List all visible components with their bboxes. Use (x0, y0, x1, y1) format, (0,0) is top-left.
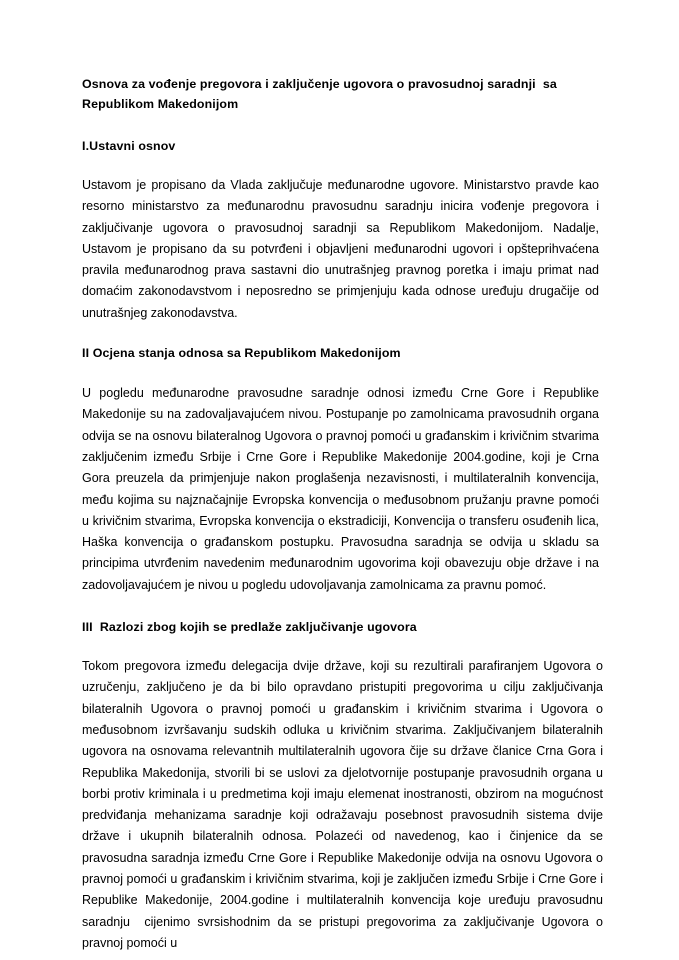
spacer-after-heading-2 (82, 363, 599, 383)
section-paragraph-3: Tokom pregovora između delegacija dvije države, koji su rezultirali parafiranjem Ugovora o uzručenju, zaključeno je da bi bilo opravdano pristupiti pregovorima u cilju zaključivanja bilateralnih Ugovora o pravnoj pomoći u građanskim i krivičnim stvarima i Ugovora o međusobnom izvršavanju sudskih odluka u krivičnim stvarima. Zaključivanjem bilateralnih ugovora na osnovama relevantnih multilateralnih ugovora čije su države članice Crna Gora i Republika Makedonija, stvorili bi se uslovi za djelotvornije postupanje pravosudnih organa u borbi protiv kriminala i u predmetima koji imaju elemenat inostranosti, obzirom na mogućnost predviđanja mehanizama saradnje koji odražavaju posebnost pravosudnih sistema dvije države i ukupnih bilateralnih odnosa. Polazeći od navedenog, kao i činjenice da se pravosudna saradnja između Crne Gore i Republike Makedonije odvija na osnovu Ugovora o pravnoj pomoći u građanskim i krivičnim stvarima, koji je zaključen između Srbije i Crne Gore i Republike Makedonije, 2004.godine i multilateralnih konvencija koje uređuju pravosudnu saradnju cijenimo svrsishodnim da se pristupi pregovorima za zaključivanje Ugovora o pravnoj pomoći u (82, 659, 607, 950)
spacer-after-title (82, 114, 599, 136)
document-body (82, 74, 607, 954)
document-title: Osnova za vođenje pregovora i zaključenje ugovora o pravosudnoj saradnji sa Republikom Makedonijom (82, 77, 561, 111)
section-heading-3: III Razlozi zbog kojih se predlaže zaključivanje ugovora (82, 620, 417, 635)
section-paragraph-2: U pogledu međunarodne pravosudne saradnje odnosi između Crne Gore i Republike Makedonije su na zadovaljavajućem nivou. Postupanje po zamolnicama pravosudnih organa odvija se na osnovu bilateralnog Ugovora o pravnoj pomoći u građanskim i krivičnim stvarima zaključenim između Srbije i Crne Gore i Republike Makedonije 2004.godine, koji je Crna Gora preuzela da primjenjuje nakon proglašenja nezavisnosti, i multilateralnih konvencija, među kojima su najznačajnije Evropska konvencija o međusobnom pružanju pravne pomoći u krivičnim stvarima, Evropska konvencija o ekstradiciji, Konvencija o transferu osuđenih lica, Haška konvencija o građanskom postupku. Pravosudna saradnja se odvija u skladu sa principima utvrđenim navedenim međunarodnim ugovorima koji obavezuju obje države i na zadovoljavajućem je nivou u pogledu udovoljavanja zamolnicama za pravnu pomoć. (82, 386, 603, 592)
spacer-after-heading-1 (82, 156, 599, 175)
spacer-after-paragraph-2 (82, 596, 599, 617)
section-heading-1: I.Ustavni osnov (82, 139, 176, 153)
spacer-after-heading-3 (82, 637, 599, 656)
section-heading-2: II Ocjena stanja odnosa sa Republikom Makedonijom (82, 346, 401, 361)
section-paragraph-1: Ustavom je propisano da Vlada zaključuje međunarodne ugovore. Ministarstvo pravde kao resorno ministarstvo za međunarodnu pravosudnu saradnju inicira vođenje pregovora i zaključivanje ugovora o pravosudnoj saradnji sa Republikom Makedonijom. Nadalje, Ustavom je propisano da su potvrđeni i objavljeni međunarodni ugovori i opšteprihvaćena pravila međunarodnog prava sastavni dio unutrašnjeg pravnog poretka i imaju primat nad domaćim zakonodavstvom i neposredno se primjenjuju kada odnose uređuju drugačije od unutrašnjeg zakonodavstva. (82, 178, 603, 320)
spacer-after-paragraph-1 (82, 324, 599, 343)
